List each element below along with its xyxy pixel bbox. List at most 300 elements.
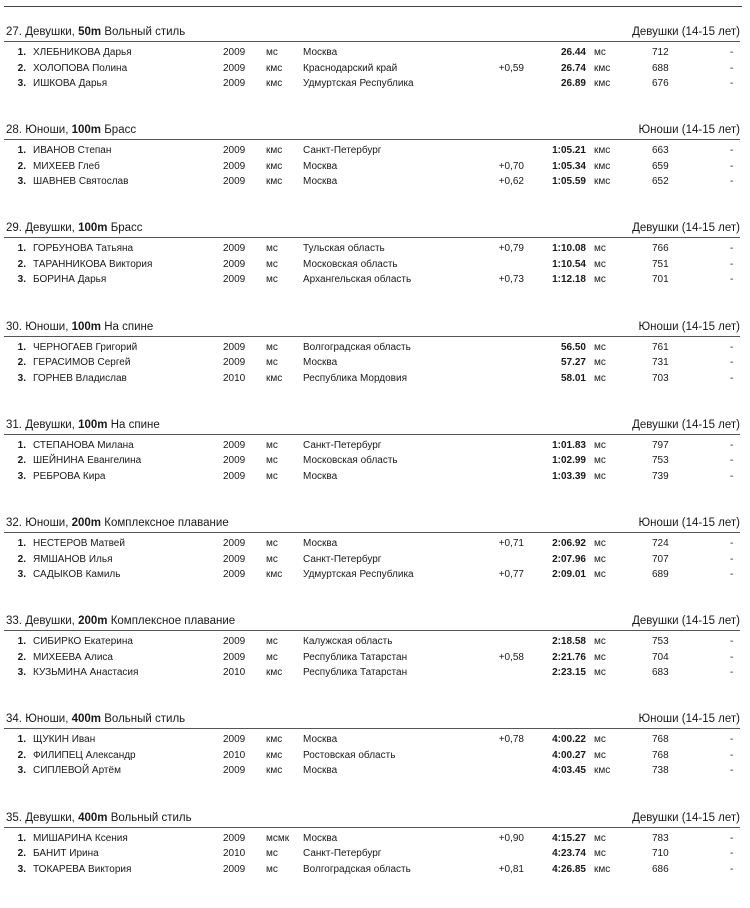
event-title: [6, 122, 136, 138]
event-header: [4, 220, 740, 236]
sport-rank: кмс: [266, 62, 283, 74]
birth-year: 2009: [223, 553, 246, 565]
note-cell: -: [730, 749, 734, 761]
event-block: [4, 122, 740, 220]
fina-points: 659: [652, 160, 669, 172]
event-category: Девушки (14-15 лет): [632, 615, 740, 628]
region-name: Республика Татарстан: [303, 667, 408, 679]
result-row: [4, 635, 740, 649]
region-name: Москва: [303, 470, 338, 482]
birth-year: 2009: [223, 357, 246, 369]
result-qualification: мс: [594, 372, 606, 384]
sport-rank: мс: [266, 341, 278, 353]
note-cell: -: [730, 667, 734, 679]
region-name: Республика Татарстан: [303, 651, 408, 663]
region-name: Санкт-Петербург: [303, 145, 382, 157]
result-row: [4, 537, 740, 551]
event-title: [6, 417, 160, 433]
event-category: Девушки (14-15 лет): [632, 811, 740, 824]
event-block: [4, 220, 740, 318]
sport-rank: кмс: [266, 145, 283, 157]
result-row: [4, 832, 740, 846]
place-cell: 3.: [17, 863, 26, 875]
region-name: Удмуртская Республика: [303, 78, 414, 89]
place-cell: 1.: [17, 145, 26, 157]
event-header: [4, 24, 740, 40]
sport-rank: кмс: [266, 667, 283, 679]
birth-year: 2009: [223, 734, 246, 746]
event-block: [4, 613, 740, 711]
event-block: [4, 24, 740, 122]
event-divider: [4, 139, 740, 140]
fina-points: 783: [652, 832, 669, 844]
birth-year: 2010: [223, 372, 246, 384]
fina-points: 731: [652, 357, 669, 369]
place-cell: 2.: [17, 848, 26, 860]
reaction-time: +0,71: [498, 538, 524, 549]
athlete-name: ГЕРАСИМОВ Сергей: [33, 357, 131, 369]
place-cell: 1.: [17, 734, 26, 746]
athlete-name: ИВАНОВ Степан: [33, 145, 112, 157]
place-cell: 3.: [17, 470, 26, 482]
result-qualification: мс: [594, 667, 606, 679]
birth-year: 2009: [223, 274, 246, 286]
result-row: [4, 439, 740, 453]
note-cell: -: [730, 439, 734, 451]
result-qualification: мс: [594, 274, 606, 286]
place-cell: 2.: [17, 455, 26, 467]
result-qualification: кмс: [594, 765, 611, 777]
event-divider: [4, 728, 740, 729]
sport-rank: мс: [266, 636, 278, 648]
result-time: 2:09.01: [552, 569, 586, 580]
result-row: [4, 847, 740, 861]
result-row: [4, 749, 740, 763]
reaction-time: +0,73: [498, 274, 524, 286]
athlete-name: ГОРНЕВ Владислав: [33, 372, 127, 384]
event-group: Юноши,: [25, 124, 69, 137]
birth-year: 2009: [223, 145, 246, 157]
event-distance: 100m: [71, 320, 102, 333]
result-qualification: мс: [594, 439, 606, 451]
result-qualification: мс: [594, 848, 606, 860]
result-qualification: кмс: [594, 176, 611, 188]
region-name: Архангельская область: [303, 274, 412, 286]
region-name: Волгоградская область: [303, 863, 411, 875]
result-row: [4, 863, 740, 877]
note-cell: -: [730, 538, 734, 549]
result-time: 2:07.96: [552, 553, 586, 565]
result-row: [4, 553, 740, 567]
birth-year: 2009: [223, 538, 246, 549]
birth-year: 2009: [223, 243, 246, 255]
reaction-time: +0,81: [498, 863, 524, 875]
result-time: 1:10.54: [552, 258, 586, 270]
event-number: 34.: [6, 713, 22, 726]
sport-rank: мсмк: [266, 832, 290, 844]
birth-year: 2009: [223, 455, 246, 467]
region-name: Москва: [303, 47, 338, 58]
athlete-name: НЕСТЕРОВ Матвей: [33, 538, 125, 549]
event-distance: 400m: [71, 713, 102, 726]
athlete-name: ШЕЙНИНА Евангелина: [33, 455, 142, 467]
event-title: [6, 515, 229, 531]
event-divider: [4, 41, 740, 42]
event-group: Юноши,: [25, 713, 69, 726]
sport-rank: кмс: [266, 765, 283, 777]
fina-points: 724: [652, 538, 669, 549]
fina-points: 703: [652, 372, 669, 384]
fina-points: 701: [652, 274, 669, 286]
sport-rank: кмс: [266, 372, 283, 384]
birth-year: 2009: [223, 765, 246, 777]
result-qualification: мс: [594, 636, 606, 648]
region-name: Москва: [303, 832, 338, 844]
event-block: [4, 711, 740, 809]
result-qualification: мс: [594, 569, 606, 580]
place-cell: 3.: [17, 372, 26, 384]
event-block: [4, 417, 740, 515]
sport-rank: кмс: [266, 160, 283, 172]
athlete-name: СТЕПАНОВА Милана: [33, 439, 134, 451]
reaction-time: +0,78: [498, 734, 524, 746]
event-header: [4, 417, 740, 433]
result-time: 4:00.27: [552, 749, 586, 761]
sport-rank: кмс: [266, 176, 283, 188]
result-qualification: кмс: [594, 160, 611, 172]
result-time: 4:26.85: [552, 863, 586, 875]
fina-points: 688: [652, 62, 669, 74]
result-row: [4, 77, 740, 91]
region-name: Москва: [303, 176, 338, 188]
birth-year: 2009: [223, 258, 246, 270]
event-divider: [4, 532, 740, 533]
fina-points: 739: [652, 470, 669, 482]
result-qualification: мс: [594, 258, 606, 270]
event-header: [4, 515, 740, 531]
event-category: Юноши (14-15 лет): [638, 713, 740, 726]
birth-year: 2009: [223, 569, 246, 580]
event-style: На спине: [110, 418, 160, 431]
athlete-name: МИШАРИНА Ксения: [33, 832, 128, 844]
sport-rank: мс: [266, 470, 278, 482]
athlete-name: БАНИТ Ирина: [33, 848, 99, 860]
birth-year: 2010: [223, 749, 246, 761]
event-number: 31.: [6, 418, 22, 431]
event-divider: [4, 434, 740, 435]
region-name: Москва: [303, 160, 338, 172]
note-cell: -: [730, 62, 734, 74]
result-time: 4:15.27: [552, 832, 586, 844]
result-row: [4, 144, 740, 158]
sport-rank: кмс: [266, 78, 283, 89]
result-row: [4, 470, 740, 484]
birth-year: 2009: [223, 160, 246, 172]
note-cell: -: [730, 832, 734, 844]
sport-rank: мс: [266, 47, 278, 58]
event-group: Девушки,: [25, 222, 75, 235]
reaction-time: +0,58: [498, 651, 524, 663]
athlete-name: ГОРБУНОВА Татьяна: [33, 243, 134, 255]
result-row: [4, 651, 740, 665]
place-cell: 2.: [17, 749, 26, 761]
note-cell: -: [730, 455, 734, 467]
region-name: Удмуртская Республика: [303, 569, 414, 580]
result-time: 4:03.45: [552, 765, 586, 777]
result-time: 4:23.74: [552, 848, 586, 860]
event-distance: 400m: [78, 811, 108, 824]
region-name: Москва: [303, 538, 338, 549]
event-title: [6, 220, 143, 236]
athlete-name: МИХЕЕВА Алиса: [33, 651, 113, 663]
region-name: Москва: [303, 765, 338, 777]
result-qualification: мс: [594, 651, 606, 663]
birth-year: 2009: [223, 47, 246, 58]
event-style: Брасс: [110, 222, 143, 235]
result-row: [4, 46, 740, 60]
event-distance: 100m: [78, 418, 108, 431]
event-style: Комплексное плавание: [110, 615, 236, 628]
region-name: Краснодарский край: [303, 62, 398, 74]
event-header: [4, 613, 740, 629]
event-divider: [4, 237, 740, 238]
birth-year: 2009: [223, 341, 246, 353]
birth-year: 2010: [223, 848, 246, 860]
athlete-name: СИПЛЕВОЙ Артём: [33, 765, 121, 777]
place-cell: 2.: [17, 258, 26, 270]
result-qualification: мс: [594, 553, 606, 565]
reaction-time: +0,59: [498, 62, 524, 74]
result-qualification: кмс: [594, 62, 611, 74]
note-cell: -: [730, 636, 734, 648]
sport-rank: мс: [266, 258, 278, 270]
fina-points: 751: [652, 258, 669, 270]
note-cell: -: [730, 372, 734, 384]
birth-year: 2009: [223, 439, 246, 451]
event-divider: [4, 827, 740, 828]
region-name: Ростовская область: [303, 749, 396, 761]
result-qualification: кмс: [594, 145, 611, 157]
note-cell: -: [730, 734, 734, 746]
result-qualification: кмс: [594, 78, 611, 89]
athlete-name: ТОКАРЕВА Виктория: [33, 863, 132, 875]
region-name: Волгоградская область: [303, 341, 411, 353]
place-cell: 2.: [17, 357, 26, 369]
event-distance: 100m: [78, 222, 108, 235]
note-cell: -: [730, 47, 734, 58]
athlete-name: ЯМШАНОВ Илья: [33, 553, 113, 565]
sport-rank: мс: [266, 863, 278, 875]
event-block: [4, 515, 740, 613]
fina-points: 761: [652, 341, 669, 353]
fina-points: 683: [652, 667, 669, 679]
result-qualification: кмс: [594, 863, 611, 875]
event-number: 33.: [6, 615, 22, 628]
fina-points: 753: [652, 636, 669, 648]
note-cell: -: [730, 78, 734, 89]
result-time: 4:00.22: [552, 734, 586, 746]
event-group: Девушки,: [25, 811, 75, 824]
event-category: Девушки (14-15 лет): [632, 26, 740, 38]
sport-rank: мс: [266, 848, 278, 860]
place-cell: 1.: [17, 832, 26, 844]
note-cell: -: [730, 160, 734, 172]
result-time: 2:18.58: [552, 636, 586, 648]
place-cell: 3.: [17, 569, 26, 580]
place-cell: 3.: [17, 667, 26, 679]
athlete-name: ФИЛИПЕЦ Александр: [33, 749, 136, 761]
event-block: [4, 810, 740, 908]
note-cell: -: [730, 848, 734, 860]
athlete-name: КУЗЬМИНА Анастасия: [33, 667, 139, 679]
result-qualification: мс: [594, 47, 606, 58]
place-cell: 2.: [17, 651, 26, 663]
region-name: Республика Мордовия: [303, 372, 407, 384]
sport-rank: мс: [266, 455, 278, 467]
result-time: 58.01: [560, 372, 586, 384]
event-number: 28.: [6, 124, 22, 137]
result-time: 26.44: [560, 47, 586, 58]
result-qualification: мс: [594, 243, 606, 255]
athlete-name: МИХЕЕВ Глеб: [33, 160, 100, 172]
event-title: [6, 24, 185, 40]
result-time: 1:01.83: [552, 439, 586, 451]
result-time: 2:06.92: [552, 538, 586, 549]
fina-points: 686: [652, 863, 669, 875]
note-cell: -: [730, 553, 734, 565]
event-category: Юноши (14-15 лет): [638, 320, 740, 333]
result-time: 2:23.15: [552, 667, 586, 679]
reaction-time: +0,79: [498, 243, 524, 255]
place-cell: 3.: [17, 78, 26, 89]
fina-points: 753: [652, 455, 669, 467]
region-name: Московская область: [303, 258, 398, 270]
event-title: [6, 711, 185, 727]
fina-points: 710: [652, 848, 669, 860]
place-cell: 3.: [17, 274, 26, 286]
event-number: 30.: [6, 320, 22, 333]
event-group: Юноши,: [25, 517, 69, 529]
result-time: 1:05.21: [552, 145, 586, 157]
result-row: [4, 356, 740, 370]
sport-rank: мс: [266, 538, 278, 549]
result-time: 1:05.34: [552, 160, 586, 172]
event-header: [4, 711, 740, 727]
note-cell: -: [730, 243, 734, 255]
event-title: [6, 613, 235, 629]
region-name: Санкт-Петербург: [303, 553, 382, 565]
event-category: Юноши (14-15 лет): [638, 517, 740, 529]
fina-points: 712: [652, 47, 669, 58]
note-cell: -: [730, 357, 734, 369]
event-category: Девушки (14-15 лет): [632, 418, 740, 431]
result-qualification: мс: [594, 832, 606, 844]
fina-points: 768: [652, 734, 669, 746]
birth-year: 2009: [223, 651, 246, 663]
result-time: 1:10.08: [552, 243, 586, 255]
event-group: Девушки,: [25, 418, 75, 431]
event-number: 35.: [6, 811, 22, 824]
note-cell: -: [730, 651, 734, 663]
result-row: [4, 568, 740, 582]
result-time: 1:03.39: [552, 470, 586, 482]
event-number: 32.: [6, 517, 22, 529]
reaction-time: +0,90: [498, 832, 524, 844]
event-divider: [4, 630, 740, 631]
event-block: [4, 319, 740, 417]
athlete-name: ХОЛОПОВА Полина: [33, 62, 128, 74]
birth-year: 2009: [223, 62, 246, 74]
note-cell: -: [730, 176, 734, 188]
place-cell: 1.: [17, 538, 26, 549]
region-name: Санкт-Петербург: [303, 439, 382, 451]
place-cell: 2.: [17, 553, 26, 565]
region-name: Калужская область: [303, 636, 393, 648]
event-style: На спине: [104, 320, 154, 333]
note-cell: -: [730, 274, 734, 286]
event-style: Вольный стиль: [104, 26, 186, 38]
athlete-name: ИШКОВА Дарья: [33, 78, 108, 89]
result-row: [4, 258, 740, 272]
result-qualification: мс: [594, 734, 606, 746]
fina-points: 663: [652, 145, 669, 157]
result-time: 2:21.76: [552, 651, 586, 663]
event-header: [4, 810, 740, 826]
event-group: Девушки,: [25, 26, 75, 38]
region-name: Тульская область: [303, 243, 385, 255]
result-row: [4, 175, 740, 189]
event-header: [4, 319, 740, 335]
place-cell: 2.: [17, 160, 26, 172]
note-cell: -: [730, 258, 734, 270]
event-style: Комплексное плавание: [104, 517, 229, 529]
result-qualification: мс: [594, 538, 606, 549]
result-row: [4, 764, 740, 778]
event-title: [6, 319, 153, 335]
birth-year: 2010: [223, 667, 246, 679]
athlete-name: ТАРАННИКОВА Виктория: [33, 258, 153, 270]
result-row: [4, 341, 740, 355]
athlete-name: РЕБРОВА Кира: [33, 470, 106, 482]
event-number: 27.: [6, 26, 22, 38]
result-time: 1:02.99: [552, 455, 586, 467]
sport-rank: кмс: [266, 569, 283, 580]
result-time: 57.27: [560, 357, 586, 369]
result-time: 26.74: [560, 62, 586, 74]
birth-year: 2009: [223, 832, 246, 844]
event-style: Брасс: [104, 124, 137, 137]
place-cell: 1.: [17, 439, 26, 451]
sport-rank: мс: [266, 553, 278, 565]
result-time: 26.89: [560, 78, 586, 89]
sport-rank: кмс: [266, 749, 283, 761]
result-row: [4, 242, 740, 256]
fina-points: 797: [652, 439, 669, 451]
place-cell: 2.: [17, 62, 26, 74]
result-qualification: мс: [594, 357, 606, 369]
result-row: [4, 62, 740, 76]
result-row: [4, 666, 740, 680]
result-row: [4, 160, 740, 174]
fina-points: 766: [652, 243, 669, 255]
athlete-name: СИБИРКО Екатерина: [33, 636, 133, 648]
sport-rank: мс: [266, 243, 278, 255]
region-name: Москва: [303, 357, 338, 369]
result-row: [4, 372, 740, 386]
athlete-name: САДЫКОВ Камиль: [33, 569, 121, 580]
note-cell: -: [730, 341, 734, 353]
place-cell: 1.: [17, 341, 26, 353]
